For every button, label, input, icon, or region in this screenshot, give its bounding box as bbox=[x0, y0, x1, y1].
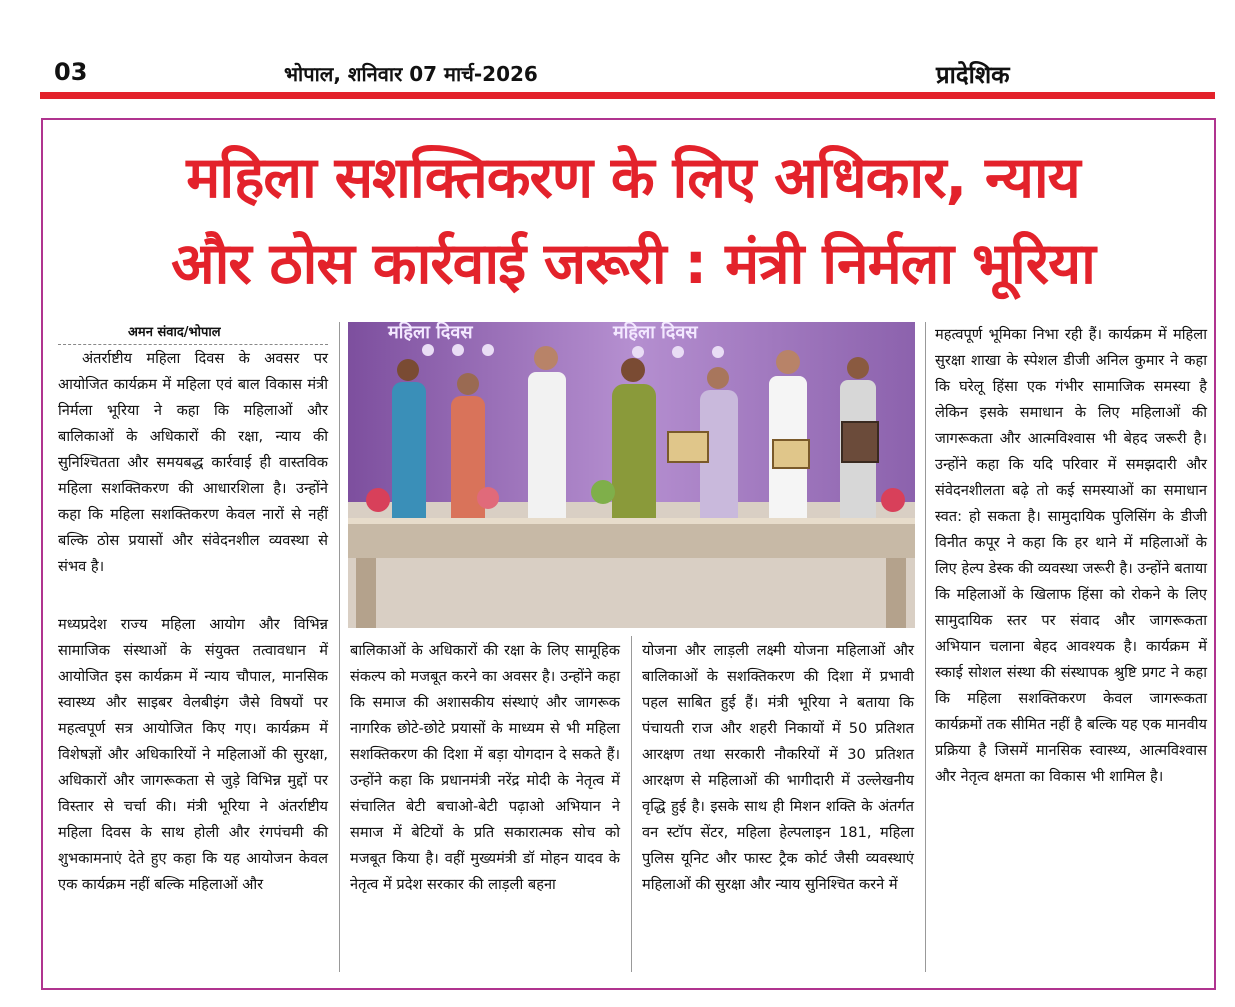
page-number: 03 bbox=[54, 58, 88, 86]
column-1-paragraph-1: अंतर्राष्टीय महिला दिवस के अवसर पर आयोजित कार्यक्रम में महिला एवं बाल विकास मंत्री निर्मला भूरिया ने कहा कि महिलाओं और बालिकाओं के अधिकारों की रक्षा, न्याय की सुनिश्चितता और समयबद्ध कार्रवाई ही वास्तविक महिला सशक्तिकरण की आधारशिला है। उन्होंने कहा कि महिला सशक्तिकरण केवल नारों से नहीं बल्कि ठोस प्रयासों और संवेदनशील व्यवस्था से संभव है। bbox=[58, 350, 328, 575]
event-photo bbox=[348, 322, 915, 628]
byline-rule bbox=[58, 344, 328, 345]
section-name: प्रादेशिक bbox=[936, 61, 1010, 89]
backdrop-text-right: महिला दिवस bbox=[613, 322, 698, 343]
column-divider bbox=[925, 322, 926, 972]
column-2-text: बालिकाओं के अधिकारों की रक्षा के लिए सामूहिक संकल्प को मजबूत करने का अवसर है। उन्होंने कहा कि समाज की अशासकीय संस्थाएं और जागरूक नागरिक छोटे-छोटे प्रयासों के माध्यम से भी महिला सशक्तिकरण की दिशा में बड़ा योगदान दे सकते हैं। उन्होंने कहा कि प्रधानमंत्री नरेंद्र मोदी के नेतृत्व में संचालित बेटी बचाओ-बेटी पढ़ाओ अभियान ने समाज में बेटियों के प्रति सकारात्मक सोच को मजबूत किया है। वहीं मुख्यमंत्री डॉ मोहन यादव के नेतृत्व में प्रदेश सरकार की लाड़ली बहना bbox=[350, 642, 620, 893]
masthead-rule bbox=[40, 92, 1215, 99]
headline-line-2: और ठोस कार्रवाई जरूरी : मंत्री निर्मला भूरिया bbox=[171, 231, 1095, 297]
column-1-paragraph-2: मध्यप्रदेश राज्य महिला आयोग और विभिन्न सामाजिक संस्थाओं के संयुक्त तत्वावधान में आयोजित इस कार्यक्रम में न्याय चौपाल, मानसिक स्वास्थ्य और साइबर वेलबीइंग जैसे विषयों पर महत्वपूर्ण सत्र आयोजित किए गए। कार्यक्रम में विशेषज्ञों और अधिकारियों ने महिलाओं की सुरक्षा, अधिकारों और जागरूकता से जुड़े विभिन्न मुद्दों पर विस्तार से चर्चा की। मंत्री भूरिया ने अंतर्राष्टीय महिला दिवस के साथ होली और रंगपंचमी की शुभकामनाएं देते हुए कहा कि यह आयोजन केवल एक कार्यक्रम नहीं बल्कि महिलाओं और bbox=[58, 616, 328, 893]
event-photo-illustration bbox=[348, 322, 915, 628]
column-divider bbox=[339, 322, 340, 972]
headline-line-1: महिला सशक्तिकरण के लिए अधिकार, न्याय bbox=[186, 145, 1080, 211]
dateline: भोपाल, शनिवार 07 मार्च-2026 bbox=[284, 62, 538, 86]
byline: अमन संवाद/भोपाल bbox=[128, 325, 221, 340]
backdrop-text-left: महिला दिवस bbox=[388, 322, 473, 343]
column-3-text: योजना और लाड़ली लक्ष्मी योजना महिलाओं और बालिकाओं के सशक्तिकरण की दिशा में प्रभावी पहल साबित हुई हैं। मंत्री भूरिया ने बताया कि पंचायती राज और शहरी निकायों में 50 प्रतिशत आरक्षण तथा सरकारी नौकरियों में 30 प्रतिशत आरक्षण से महिलाओं की भागीदारी में उल्लेखनीय वृद्धि हुई है। इसके साथ ही मिशन शक्ति के अंतर्गत वन स्टॉप सेंटर, महिला हेल्पलाइन 181, महिला पुलिस यूनिट और फास्ट ट्रैक कोर्ट जैसी व्यवस्थाएं महिलाओं की सुरक्षा और न्याय सुनिश्चित करने में bbox=[642, 642, 914, 893]
column-divider bbox=[631, 636, 632, 972]
masthead bbox=[40, 52, 1215, 92]
column-4-text: महत्वपूर्ण भूमिका निभा रही हैं। कार्यक्रम में महिला सुरक्षा शाखा के स्पेशल डीजी अनिल कुमार ने कहा कि घरेलू हिंसा एक गंभीर सामाजिक समस्या है लेकिन इसके समाधान के लिए महिलाओं की जागरूकता और आत्मविश्वास भी बेहद जरूरी है। उन्होंने कहा कि यदि परिवार में समझदारी और संवेदनशीलता बढ़े तो कई समस्याओं का समाधान स्वत: हो सकता है। सामुदायिक पुलिसिंग के डीजी विनीत कपूर ने कहा कि हर थाने में महिलाओं के लिए हेल्प डेस्क की व्यवस्था जरूरी है। उन्होंने बताया कि महिलाओं के खिलाफ हिंसा को रोकने के लिए सामुदायिक स्तर पर संवाद और जागरूकता अभियान चलाना बेहद आवश्यक है। कार्यक्रम में स्काई सोशल संस्था की संस्थापक श्रुष्टि प्रगट ने कहा कि महिला सशक्तिकरण केवल जागरूकता कार्यक्रमों तक सीमित नहीं है बल्कि यह एक मानवीय प्रक्रिया है जिसमें मानसिक स्वास्थ्य, आत्मविश्वास और नेतृत्व क्षमता का विकास भी शामिल है। bbox=[935, 326, 1208, 785]
